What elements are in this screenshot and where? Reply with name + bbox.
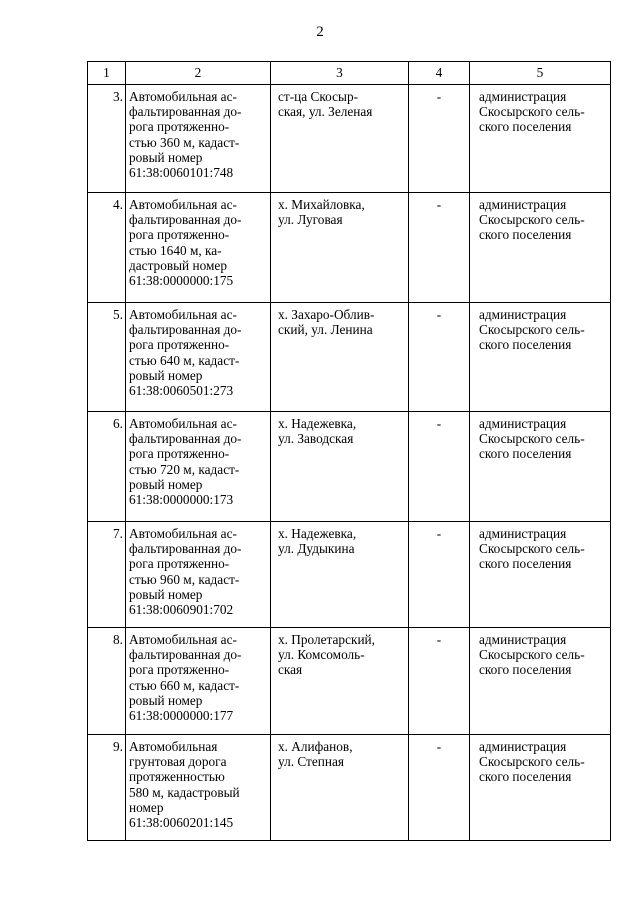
row-number: 5. (88, 303, 126, 412)
road-description-line: 61:38:0060101:748 (129, 165, 234, 181)
road-description-line: ровый номер (129, 476, 203, 492)
road-description-line: Автомобильная ас- (129, 526, 237, 541)
row-number: 8. (88, 628, 126, 735)
owner-line: Скосырского сель- (479, 104, 585, 120)
road-address-line: ул. Дудыкина (278, 541, 355, 557)
holder-cell: - (409, 85, 470, 193)
road-address-line: х. Надежевка, (278, 526, 357, 541)
row-number: 6. (88, 412, 126, 522)
road-description-line: Автомобильная ас- (129, 307, 237, 322)
column-header-5: 5 (470, 62, 611, 85)
road-description-line: 61:38:0060501:273 (129, 383, 234, 399)
table-row (88, 522, 611, 628)
road-description-line: стью 960 м, кадаст- (129, 571, 240, 587)
column-header-3: 3 (271, 62, 409, 85)
road-description-line: Автомобильная ас- (129, 632, 237, 647)
owner-line: администрация (479, 526, 567, 541)
column-header-2: 2 (126, 62, 271, 85)
row-number: 4. (88, 193, 126, 303)
road-description-line: стью 360 м, кадаст- (129, 134, 240, 150)
table-row (88, 303, 611, 412)
road-description-line: фальтированная до- (129, 212, 242, 228)
road-description-line: 580 м, кадастровый (129, 784, 240, 800)
road-address-line: ская (278, 662, 303, 678)
road-address (271, 628, 409, 735)
road-address-line: х. Захаро-Облив- (278, 307, 375, 322)
holder-cell: - (409, 193, 470, 303)
road-description-line: Автомобильная (129, 739, 218, 754)
owner-cell (470, 628, 611, 735)
road-address-line: ул. Комсомоль- (278, 647, 365, 663)
road-description-line: ровый номер (129, 586, 203, 602)
road-description-line: 61:38:0000000:177 (129, 708, 234, 724)
table-row (88, 85, 611, 193)
road-address (271, 85, 409, 193)
road-description-line: рога протяженно- (129, 446, 230, 462)
owner-line: Скосырского сель- (479, 322, 585, 338)
road-description-line: ровый номер (129, 367, 203, 383)
table-header-row (88, 62, 611, 85)
owner-line: ского поселения (479, 337, 572, 353)
road-description (126, 628, 271, 735)
roads-table-body (88, 62, 611, 841)
owner-line: Скосырского сель- (479, 431, 585, 447)
table-row (88, 412, 611, 522)
owner-cell (470, 193, 611, 303)
road-description-line: стью 640 м, кадаст- (129, 352, 240, 368)
road-description-line: 61:38:0000000:173 (129, 492, 234, 508)
owner-line: администрация (479, 739, 567, 754)
column-header-4: 4 (409, 62, 470, 85)
page-number: 2 (316, 24, 324, 40)
road-address-line: х. Алифанов, (278, 739, 353, 754)
road-address-line: ул. Степная (278, 754, 345, 770)
owner-line: администрация (479, 307, 567, 322)
roads-table (87, 61, 611, 841)
road-address (271, 412, 409, 522)
road-description (126, 735, 271, 841)
road-description (126, 85, 271, 193)
road-address-line: ский, ул. Ленина (278, 322, 373, 338)
road-address-line: ст-ца Скосыр- (278, 89, 359, 104)
owner-line: администрация (479, 416, 567, 431)
road-description (126, 522, 271, 628)
road-description-line: рога протяженно- (129, 662, 230, 678)
road-description-line: 61:38:0000000:175 (129, 273, 234, 289)
road-description (126, 412, 271, 522)
road-address (271, 193, 409, 303)
road-description-line: номер (129, 799, 164, 815)
road-description-line: стью 1640 м, ка- (129, 242, 222, 258)
road-address-line: ская, ул. Зеленая (278, 104, 373, 120)
road-description-line: стью 660 м, кадаст- (129, 677, 240, 693)
road-address-line: ул. Заводская (278, 431, 354, 447)
holder-cell: - (409, 522, 470, 628)
row-number: 9. (88, 735, 126, 841)
road-address (271, 522, 409, 628)
road-description-line: ровый номер (129, 149, 203, 165)
owner-line: Скосырского сель- (479, 541, 585, 557)
owner-line: ского поселения (479, 446, 572, 462)
column-header-1: 1 (88, 62, 126, 85)
owner-line: ского поселения (479, 227, 572, 243)
owner-cell (470, 735, 611, 841)
road-description-line: фальтированная до- (129, 647, 242, 663)
owner-line: ского поселения (479, 119, 572, 135)
road-address-line: х. Пролетарский, (278, 632, 375, 647)
owner-line: ского поселения (479, 769, 572, 785)
road-description-line: грунтовая дорога (129, 754, 227, 770)
road-description-line: дастровый номер (129, 257, 227, 273)
road-description-line: 61:38:0060201:145 (129, 815, 234, 831)
road-description-line: протяженностью (129, 769, 225, 785)
road-description-line: Автомобильная ас- (129, 416, 237, 431)
road-address (271, 303, 409, 412)
owner-line: Скосырского сель- (479, 647, 585, 663)
owner-line: администрация (479, 197, 567, 212)
holder-cell: - (409, 412, 470, 522)
owner-line: Скосырского сель- (479, 212, 585, 228)
row-number: 3. (88, 85, 126, 193)
road-description-line: Автомобильная ас- (129, 197, 237, 212)
road-description-line: Автомобильная ас- (129, 89, 237, 104)
road-description-line: фальтированная до- (129, 541, 242, 557)
road-description-line: рога протяженно- (129, 227, 230, 243)
road-description-line: фальтированная до- (129, 104, 242, 120)
owner-cell (470, 85, 611, 193)
owner-line: Скосырского сель- (479, 754, 585, 770)
row-number: 7. (88, 522, 126, 628)
table-row (88, 193, 611, 303)
road-description (126, 303, 271, 412)
owner-line: администрация (479, 89, 567, 104)
road-description-line: рога протяженно- (129, 119, 230, 135)
owner-line: ского поселения (479, 662, 572, 678)
road-description-line: рога протяженно- (129, 556, 230, 572)
road-description-line: 61:38:0060901:702 (129, 602, 234, 618)
road-address-line: х. Надежевка, (278, 416, 357, 431)
holder-cell: - (409, 628, 470, 735)
road-description-line: стью 720 м, кадаст- (129, 461, 240, 477)
road-address-line: ул. Луговая (278, 212, 343, 228)
owner-line: ского поселения (479, 556, 572, 572)
road-description (126, 193, 271, 303)
owner-cell (470, 412, 611, 522)
road-description-line: рога протяженно- (129, 337, 230, 353)
owner-cell (470, 303, 611, 412)
road-description-line: фальтированная до- (129, 322, 242, 338)
road-description-line: фальтированная до- (129, 431, 242, 447)
holder-cell: - (409, 735, 470, 841)
holder-cell: - (409, 303, 470, 412)
owner-cell (470, 522, 611, 628)
owner-line: администрация (479, 632, 567, 647)
road-address (271, 735, 409, 841)
road-description-line: ровый номер (129, 692, 203, 708)
road-address-line: х. Михайловка, (278, 197, 365, 212)
table-row (88, 628, 611, 735)
table-row (88, 735, 611, 841)
